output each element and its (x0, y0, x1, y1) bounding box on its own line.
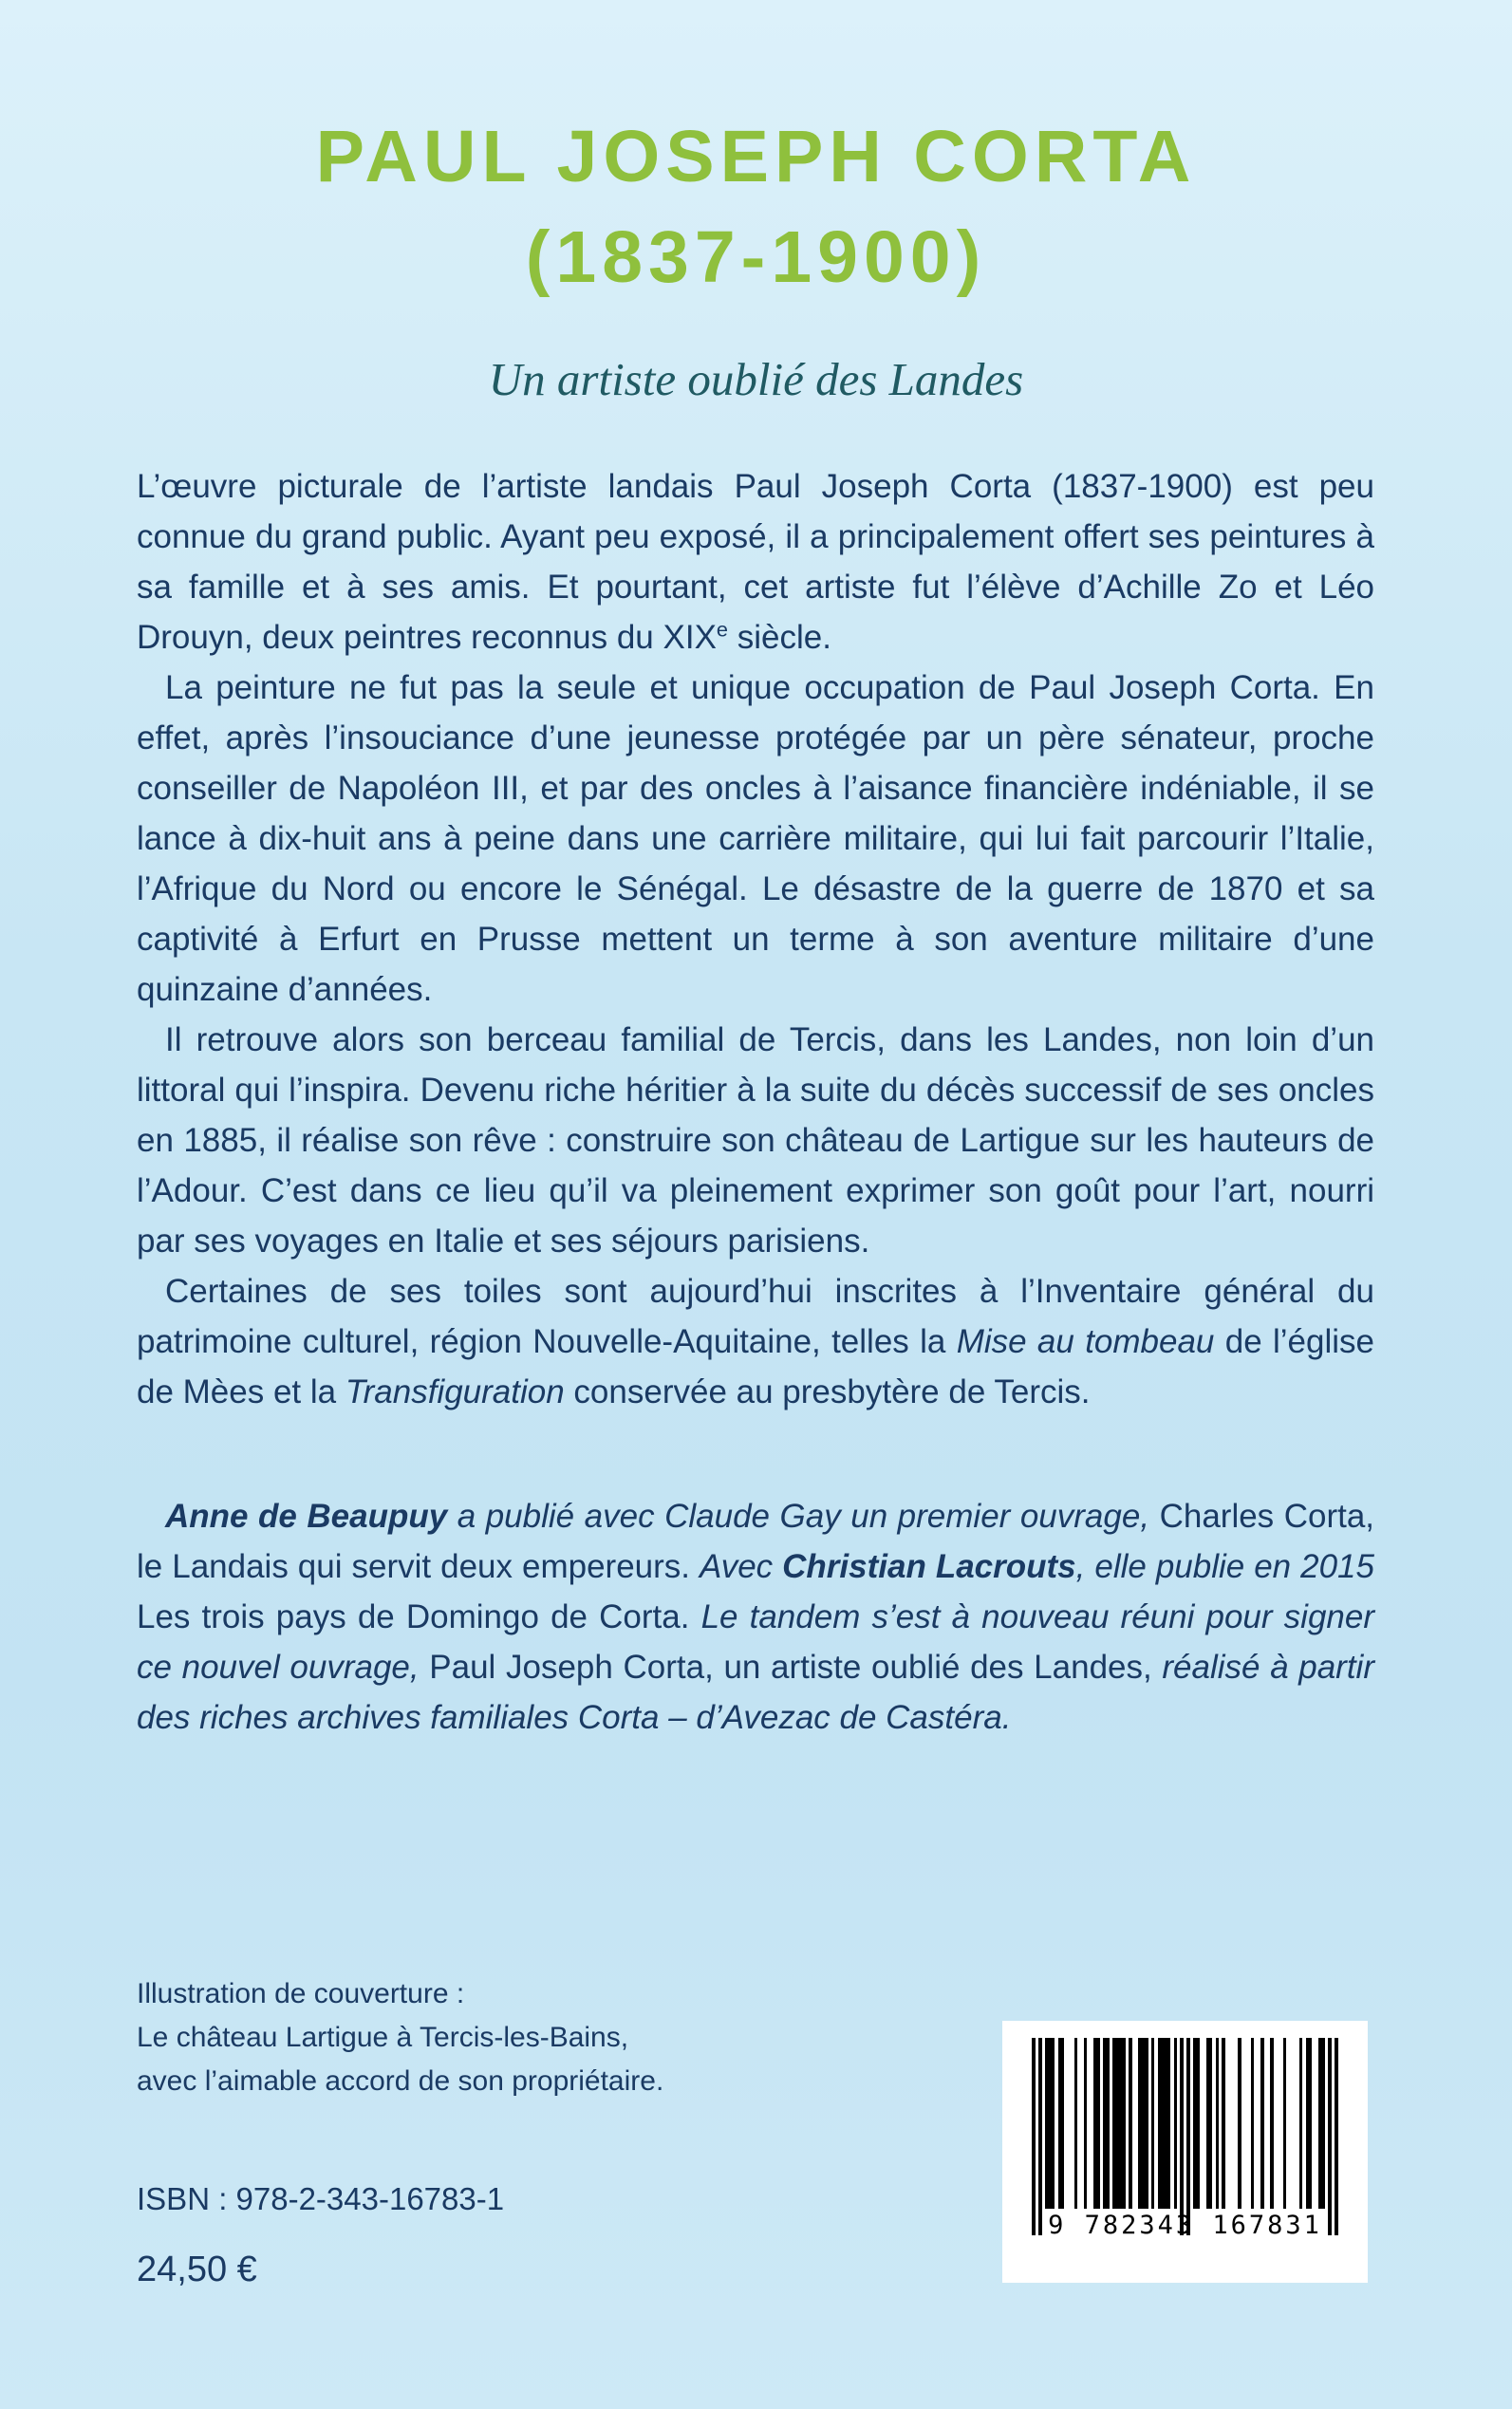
book-title-name: PAUL JOSEPH CORTA (315, 116, 1197, 197)
author-bio (137, 1491, 1374, 1743)
synopsis-paragraph: Il retrouve alors son berceau familial de Tercis, dans les Landes, non loin d’un littoral qui l’inspira. Devenu riche héritier à la suite du décès successif de ses oncles en 1885, il réalise son rêve : construire son château de Lartigue sur les hauteurs de l’Adour. C’est dans ce lieu qu’il va pleinement exprimer son goût pour l’art, nourri par ses voyages en Italie et ses séjours parisiens. (137, 1020, 1374, 1260)
cover-illustration-credit (137, 1972, 663, 2103)
synopsis (137, 461, 1374, 1417)
barcode-bars (1029, 2038, 1341, 2235)
header (0, 0, 1512, 406)
barcode-digits: 9 782343 167831 (1048, 2211, 1322, 2240)
credit-line: Le château Lartigue à Tercis-les-Bains, (137, 2022, 629, 2053)
book-title (0, 106, 1512, 308)
back-cover-text (137, 461, 1374, 1743)
price: 24,50 € (137, 2250, 257, 2289)
synopsis-paragraph: Certaines de ses toiles sont aujourd’hui inscrites à l’Inventaire général du patrimoine culturel, région Nouvelle-Aquitaine, telles la Mise au tombeau de l’église de Mèes et la Transfiguration conservée au presbytère de Tercis. (137, 1272, 1374, 1410)
credit-line: Illustration de couverture : (137, 1978, 465, 2009)
book-subtitle: Un artiste oublié des Landes (488, 352, 1024, 405)
synopsis-paragraph: La peinture ne fut pas la seule et unique occupation de Paul Joseph Corta. En effet, après l’insouciance d’une jeunesse protégée par un père sénateur, proche conseiller de Napoléon III, et par des oncles à l’aisance financière indéniable, il se lance à dix-huit ans à peine dans une carrière militaire, qui lui fait parcourir l’Italie, l’Afrique du Nord ou encore le Sénégal. Le désastre de la guerre de 1870 et sa captivité à Erfurt en Prusse mettent un terme à son aventure militaire d’une quinzaine d’années. (137, 668, 1374, 1008)
credit-line: avec l’aimable accord de son propriétaire. (137, 2065, 664, 2097)
barcode-module (1335, 2038, 1337, 2235)
bio-paragraph: Anne de Beaupuy a publié avec Claude Gay un premier ouvrage, Charles Corta, le Landais qui servit deux empereurs. Avec Christian Lacrouts, elle publie en 2015 Les trois pays de Domingo de Corta. Le tandem s’est à nouveau réuni pour signer ce nouvel ouvrage, Paul Joseph Corta, un artiste oublié des Landes, réalisé à partir des riches archives familiales Corta – d’Avezac de Castéra. (137, 1497, 1375, 1736)
isbn-number: ISBN : 978-2-343-16783-1 (137, 2181, 505, 2216)
barcode (1002, 2021, 1368, 2283)
book-title-dates: (1837-1900) (525, 216, 987, 299)
synopsis-paragraph: L’œuvre picturale de l’artiste landais Paul Joseph Corta (1837-1900) est peu connue du grand public. Ayant peu exposé, il a principalement offert ses peintures à sa famille et à ses amis. Et pourtant, cet artiste fut l’élève d’Achille Zo et Léo Drouyn, deux peintres reconnus du XIXe siècle. (137, 467, 1374, 656)
